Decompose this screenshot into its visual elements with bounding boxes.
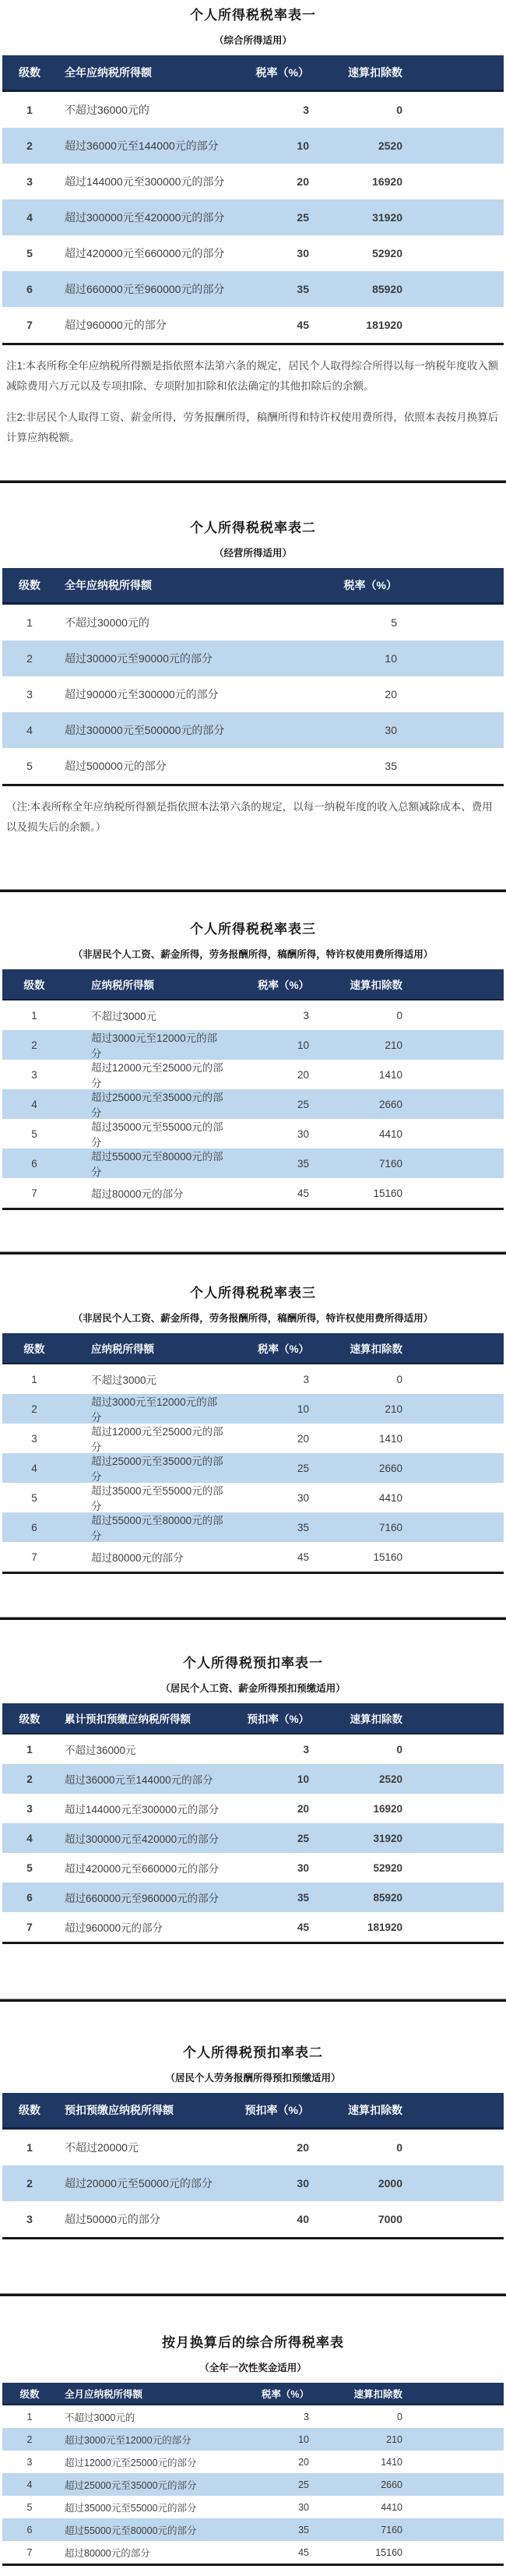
cell-deduction: 7160 [378,1157,402,1170]
table-header-row [2,2093,504,2130]
cell-level: 3 [31,1432,37,1445]
cell-income-range: 超过144000元至300000元的部分 [65,1804,220,1816]
cell-level: 5 [31,1491,37,1504]
cell-rate: 25 [298,2479,309,2490]
section-withholding-table-1 [0,1620,506,1999]
cell-level: 4 [26,2479,33,2490]
cell-deduction: 85920 [372,283,402,295]
cell-level: 5 [31,1127,37,1140]
cell-rate: 45 [298,2546,309,2558]
cell-income-range: 超过35000元至55000元的部分 [65,2502,197,2514]
cell-rate: 3 [303,1009,309,1022]
table-row [2,640,504,676]
column-header-income: 全月应纳税所得额 [65,2388,143,2400]
cell-deduction: 1410 [381,2456,402,2468]
table-row [2,1030,504,1060]
cell-level: 4 [26,724,33,736]
cell-level: 1 [26,104,33,116]
cell-income-range: 超过30000元至90000元的部分 [65,652,213,665]
cell-deduction: 1410 [378,1432,402,1445]
cell-deduction: 4410 [381,2501,402,2513]
cell-income-range: 超过36000元至144000元的部分 [65,139,219,152]
cell-deduction: 16920 [372,175,402,188]
column-header-level: 级数 [23,1343,45,1355]
cell-rate: 30 [297,247,309,259]
cell-level: 5 [26,247,33,259]
table-row [2,1483,504,1512]
cell-deduction: 16920 [373,1802,402,1815]
table-row [2,1453,504,1483]
cell-rate: 45 [297,1187,309,1199]
cell-level: 2 [26,139,33,152]
cell-rate: 20 [297,1802,309,1815]
cell-income-range: 不超过36000元的 [65,104,149,116]
cell-rate: 30 [297,2177,309,2190]
tax-rate-table [2,2093,504,2239]
cell-deduction: 2660 [378,1462,402,1474]
cell-deduction: 2520 [378,1773,402,1785]
cell-level: 4 [31,1462,37,1474]
table-note-2: 注2:非居民个人取得工资、薪金所得，劳务报酬所得，稿酬所得和特许权使用费所得，依照本表按月换算后计算应纳税额。 [6,411,499,443]
column-header-deduction: 速算扣除数 [350,1343,402,1355]
table-title: 个人所得税预扣率表一 [183,1656,323,1671]
cell-deduction: 1410 [378,1068,402,1081]
cell-income-range: 超过25000元至35000元的部分 [65,2479,197,2491]
cell-income-range: 超过660000元至960000元的部分 [65,1893,220,1904]
cell-deduction: 2660 [381,2479,402,2490]
table-body [2,2130,504,2237]
table-row [2,2541,504,2564]
table-row [2,2518,504,2541]
cell-income-range: 不超过36000元 [65,1745,136,1756]
column-header-rate: 税率（%） [257,979,309,991]
cell-level: 6 [26,1891,33,1904]
cell-rate: 25 [297,1462,309,1474]
column-header-rate: 预扣率（%） [247,1713,309,1725]
cell-income-range: 超过55000元至80000元的部分 [65,2525,197,2536]
table-body [2,92,504,343]
cell-level: 1 [26,2411,33,2422]
tax-rate-table [2,55,504,345]
cell-level: 4 [31,1098,37,1110]
cell-deduction: 0 [396,2141,402,2154]
cell-deduction: 181920 [366,319,402,331]
cell-level: 5 [26,760,33,772]
column-header-deduction: 速算扣除数 [353,2388,402,2400]
table-subtitle: （居民个人工资、薪金所得预扣预缴适用） [160,1683,346,1694]
table-title: 个人所得税税率表一 [190,8,316,23]
table-row [2,1794,504,1823]
cell-deduction: 31920 [373,1832,402,1844]
cell-income-range: 超过80000元的部分 [91,1552,184,1564]
cell-income-range: 超过660000元至960000元的部分 [65,283,225,295]
table-row [2,1394,504,1424]
table-subtitle: （全年一次性奖金适用） [199,2363,307,2373]
table-row [2,2428,504,2451]
cell-level: 2 [26,2177,33,2190]
cell-level: 2 [26,2433,33,2445]
table-row [2,271,504,307]
cell-deduction: 4410 [378,1491,402,1504]
column-header-level: 级数 [19,1713,40,1725]
column-header-income: 累计预扣预缴应纳税所得额 [65,1713,191,1725]
cell-rate: 20 [297,1432,309,1445]
cell-rate: 45 [297,319,309,331]
table-row [2,164,504,199]
column-header-income: 全年应纳税所得额 [65,66,152,79]
cell-deduction: 0 [397,2411,402,2422]
cell-rate: 3 [303,1373,309,1385]
column-header-level: 级数 [19,2104,40,2116]
cell-deduction: 15160 [373,1551,402,1563]
cell-income-range: 超过20000元至50000元的部分 [65,2177,213,2190]
cell-deduction: 85920 [373,1891,402,1904]
table-header-row [2,1703,504,1734]
cell-rate: 10 [298,2433,309,2445]
cell-rate: 30 [298,2501,309,2513]
cell-deduction: 15160 [373,1187,402,1199]
cell-deduction: 210 [385,1039,402,1051]
cell-income-range: 超过25000元至35000元的部分 [91,1092,223,1119]
table-row [2,2201,504,2237]
cell-rate: 20 [297,2141,309,2154]
cell-rate: 20 [297,1068,309,1081]
cell-rate: 35 [297,283,309,295]
column-header-deduction: 速算扣除数 [348,2104,402,2116]
column-header-level: 级数 [23,979,45,991]
cell-level: 2 [26,1773,33,1785]
table-title: 个人所得税税率表二 [190,520,316,535]
cell-rate: 45 [297,1551,309,1563]
cell-rate: 10 [297,139,309,152]
column-header-rate: 税率（%） [257,1343,309,1355]
cell-income-range: 超过12000元至25000元的部分 [91,1426,223,1453]
table-row [2,1060,504,1089]
cell-rate: 35 [297,1521,309,1533]
tax-rate-table [2,969,504,1210]
cell-rate: 25 [297,1098,309,1110]
cell-deduction: 52920 [372,247,402,259]
cell-rate: 10 [297,1039,309,1051]
cell-deduction: 0 [396,104,402,116]
cell-deduction: 0 [396,1743,402,1756]
cell-deduction: 2660 [378,1098,402,1110]
cell-level: 1 [31,1009,37,1022]
cell-income-range: 超过35000元至55000元的部分 [91,1121,223,1149]
table-header-row [2,2383,504,2405]
table-row [2,1512,504,1542]
tax-rate-table [2,1703,504,1944]
cell-deduction: 0 [396,1373,402,1385]
table-title: 个人所得税税率表三 [190,1286,316,1300]
column-header-level: 级数 [19,579,40,591]
column-header-income: 应纳税所得额 [91,979,154,991]
cell-rate: 3 [304,2411,309,2422]
column-header-income: 全年应纳税所得额 [65,579,152,591]
cell-level: 7 [26,1921,33,1933]
column-header-rate: 税率（%） [343,579,397,591]
cell-income-range: 超过55000元至80000元的部分 [91,1151,223,1178]
cell-deduction: 52920 [373,1861,402,1874]
cell-rate: 3 [303,1743,309,1756]
cell-level: 4 [26,211,33,224]
cell-deduction: 15160 [375,2546,402,2558]
cell-rate: 30 [297,1491,309,1504]
column-header-deduction: 速算扣除数 [348,66,402,79]
tax-rate-table [2,568,504,786]
table-body [2,1364,504,1572]
column-header-level: 级数 [19,66,40,79]
table-row [2,676,504,712]
cell-income-range: 超过300000元至420000元的部分 [65,1833,220,1845]
cell-level: 5 [26,1861,33,1874]
section-monthly-converted-table [0,2296,506,2576]
cell-income-range: 超过300000元至500000元的部分 [65,724,225,736]
column-header-rate: 预扣率（%） [244,2104,309,2116]
tax-rate-table [2,1333,504,1574]
cell-level: 3 [26,688,33,700]
cell-level: 6 [31,1157,37,1170]
table-row [2,712,504,748]
column-header-income: 预扣预缴应纳税所得额 [65,2104,174,2116]
cell-level: 7 [26,2546,33,2558]
cell-rate: 3 [303,104,309,116]
cell-income-range: 不超过20000元 [65,2141,139,2154]
column-header-income: 应纳税所得额 [91,1343,154,1355]
cell-income-range: 超过960000元的部分 [65,1922,163,1934]
cell-level: 1 [31,1373,37,1385]
table-row [2,748,504,784]
cell-level: 3 [26,175,33,188]
table-note-1: 注1:本表所称全年应纳税所得额是指依照本法第六条的规定，居民个人取得综合所得以每一纳税年度收入额减除费用六万元以及专项扣除、专项附加扣除和依法确定的其他扣除后的余额。 [6,360,499,392]
table-note: （注:本表所称全年应纳税所得额是指依照本法第六条的规定，以每一纳税年度的收入总额减除成本、费用以及损失后的余额。） [6,801,493,833]
cell-deduction: 210 [386,2433,402,2445]
cell-income-range: 不超过3000元的 [65,2412,135,2423]
table-header-row [2,568,504,605]
cell-rate: 35 [297,1157,309,1170]
table-row [2,2130,504,2165]
cell-income-range: 不超过3000元 [91,1011,157,1022]
cell-rate: 25 [297,1832,309,1844]
cell-income-range: 超过300000元至420000元的部分 [65,211,225,224]
table-row [2,2405,504,2428]
cell-rate: 20 [385,688,397,700]
cell-rate: 35 [298,2524,309,2535]
cell-income-range: 超过55000元至80000元的部分 [91,1515,223,1542]
table-title: 个人所得税税率表三 [190,922,316,937]
column-header-rate: 税率（%） [255,66,309,79]
cell-rate: 20 [297,175,309,188]
cell-deduction: 0 [396,1009,402,1022]
cell-deduction: 7000 [378,2213,402,2225]
cell-income-range: 超过3000元至12000元的部分 [91,1396,218,1424]
cell-income-range: 不超过3000元 [91,1374,157,1386]
column-header-deduction: 速算扣除数 [350,1713,402,1725]
cell-deduction: 4410 [378,1127,402,1140]
cell-rate: 35 [385,760,397,772]
cell-rate: 10 [385,652,397,665]
table-row [2,1764,504,1794]
cell-income-range: 超过36000元至144000元的部分 [65,1774,213,1786]
table-row [2,1000,504,1030]
cell-level: 7 [26,319,33,331]
table-row [2,1542,504,1572]
cell-level: 3 [26,2456,33,2468]
cell-level: 2 [31,1403,37,1415]
table-row [2,1089,504,1119]
cell-income-range: 超过35000元至55000元的部分 [91,1485,223,1512]
section-tax-rate-table-3 [0,892,506,1251]
cell-rate: 30 [297,1127,309,1140]
table-row [2,1912,504,1942]
cell-level: 7 [31,1187,37,1199]
cell-level: 3 [31,1068,37,1081]
cell-rate: 5 [391,616,397,629]
cell-income-range: 超过960000元的部分 [65,319,167,331]
table-header-row [2,55,504,92]
table-row [2,2473,504,2496]
table-subtitle: （居民个人劳务报酬所得预扣预缴适用） [165,2073,341,2084]
cell-level: 7 [31,1551,37,1563]
table-row [2,92,504,128]
table-body [2,1000,504,1208]
cell-rate: 30 [297,1861,309,1874]
table-row [2,2165,504,2201]
table-header-row [2,1333,504,1364]
cell-income-range: 不超过30000元的 [65,616,149,629]
table-title: 个人所得税预扣率表二 [183,2045,323,2060]
table-row [2,2451,504,2473]
cell-level: 2 [31,1039,37,1051]
table-row [2,199,504,235]
table-subtitle: （非居民个人工资、薪金所得，劳务报酬所得，稿酬所得，特许权使用费所得适用） [72,1313,434,1324]
table-row [2,1734,504,1764]
cell-income-range: 超过420000元至660000元的部分 [65,247,225,259]
table-subtitle: （综合所得适用） [213,35,292,46]
cell-income-range: 超过12000元至25000元的部分 [91,1062,223,1089]
cell-level: 4 [26,1832,33,1844]
table-row [2,2496,504,2518]
table-row [2,1364,504,1394]
cell-rate: 30 [385,724,397,736]
cell-income-range: 超过12000元至25000元的部分 [65,2457,197,2468]
cell-income-range: 超过420000元至660000元的部分 [65,1863,220,1875]
table-row [2,1823,504,1853]
table-row [2,1883,504,1912]
table-body [2,1734,504,1942]
cell-income-range: 超过144000元至300000元的部分 [65,175,225,188]
cell-level: 1 [26,2141,33,2154]
cell-rate: 40 [297,2213,309,2225]
cell-rate: 10 [297,1403,309,1415]
cell-income-range: 超过90000元至300000元的部分 [65,688,219,700]
cell-level: 1 [26,616,33,629]
cell-rate: 25 [297,211,309,224]
cell-income-range: 超过25000元至35000元的部分 [91,1456,223,1483]
table-row [2,1424,504,1453]
cell-level: 1 [26,1743,33,1756]
cell-deduction: 2520 [378,139,402,152]
cell-level: 6 [31,1521,37,1533]
cell-income-range: 超过500000元的部分 [65,760,167,772]
column-header-deduction: 速算扣除数 [350,979,402,991]
cell-level: 6 [26,2524,33,2535]
cell-rate: 45 [297,1921,309,1933]
cell-income-range: 超过80000元的部分 [91,1188,184,1200]
cell-level: 3 [26,1802,33,1815]
column-header-level: 级数 [19,2388,40,2400]
cell-income-range: 超过80000元的部分 [65,2547,150,2559]
tax-rate-table [2,2383,504,2566]
cell-deduction: 31920 [372,211,402,224]
table-body [2,2405,504,2564]
section-tax-rate-table-3-repeat [0,1254,506,1617]
table-body [2,605,504,784]
cell-deduction: 7160 [378,1521,402,1533]
table-row [2,1149,504,1178]
table-header-row [2,969,504,1000]
cell-rate: 20 [298,2456,309,2468]
cell-income-range: 超过3000元至12000元的部分 [65,2434,192,2446]
cell-level: 5 [26,2501,33,2513]
table-subtitle: （经营所得适用） [213,548,292,559]
table-row [2,307,504,343]
cell-income-range: 超过50000元的部分 [65,2213,160,2225]
cell-deduction: 2000 [378,2177,402,2190]
cell-income-range: 超过3000元至12000元的部分 [91,1032,218,1060]
cell-level: 3 [26,2213,33,2225]
cell-rate: 35 [297,1891,309,1904]
section-tax-rate-table-2 [0,483,506,889]
table-row [2,1178,504,1208]
cell-deduction: 210 [385,1403,402,1415]
column-header-rate: 税率（%） [261,2388,309,2400]
cell-rate: 10 [297,1773,309,1785]
table-row [2,128,504,164]
cell-deduction: 7160 [381,2524,402,2535]
table-title: 按月换算后的综合所得税率表 [162,2335,344,2350]
table-row [2,1853,504,1883]
section-withholding-table-2 [0,2002,506,2293]
table-row [2,1119,504,1149]
table-subtitle: （非居民个人工资、薪金所得，劳务报酬所得，稿酬所得，特许权使用费所得适用） [72,949,434,960]
table-row [2,235,504,271]
section-tax-rate-table-1 [0,0,506,480]
cell-level: 6 [26,283,33,295]
cell-level: 2 [26,652,33,665]
cell-deduction: 181920 [367,1921,402,1933]
table-row [2,605,504,640]
